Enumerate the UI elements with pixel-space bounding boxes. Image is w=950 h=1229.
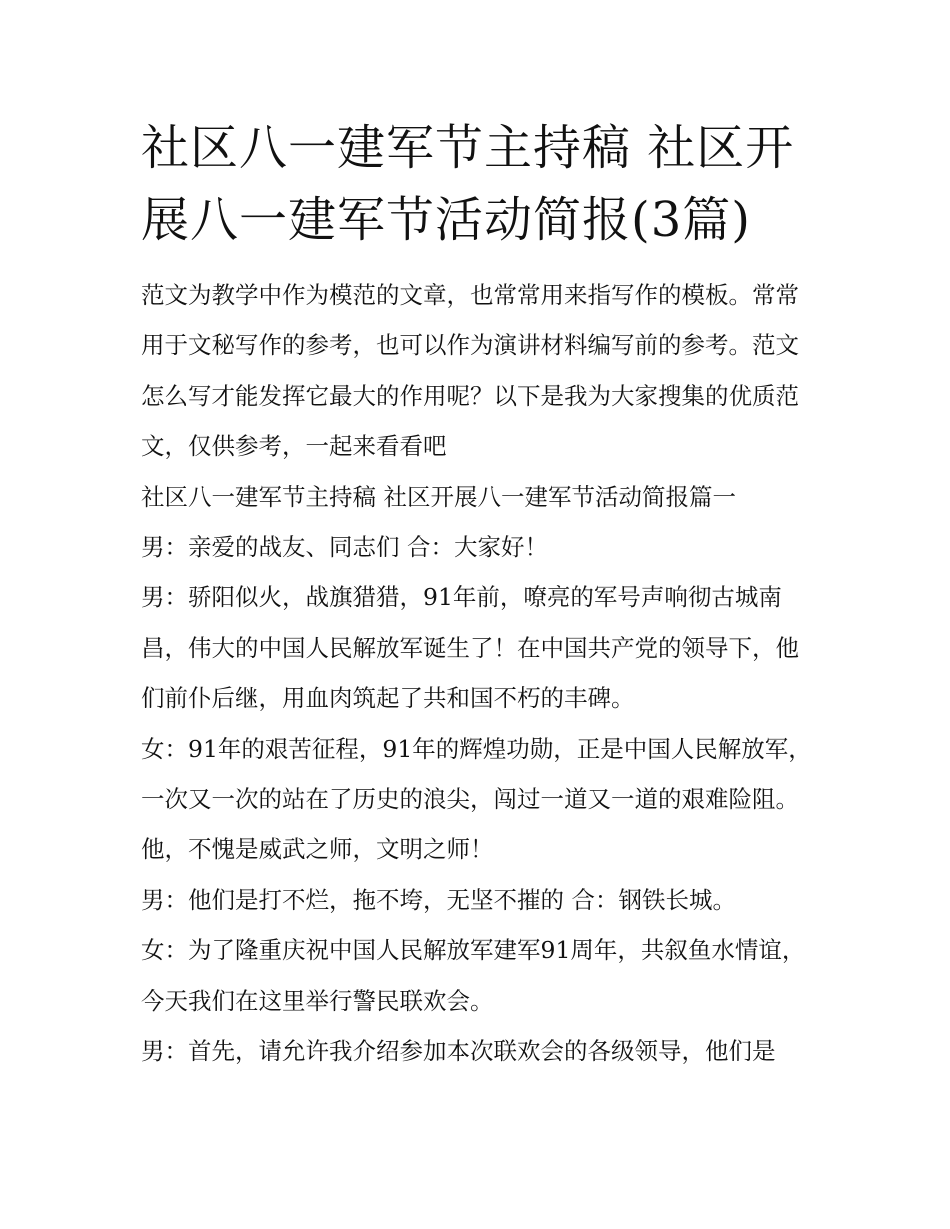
document-title: 社区八一建军节主持稿 社区开展八一建军节活动简报(3篇) (141, 120, 795, 248)
script-line: 男：他们是打不烂，拖不垮，无坚不摧的 合：钢铁长城。 (141, 885, 736, 914)
script-line: 男：首先，请允许我介绍参加本次联欢会的各级领导，他们是 (141, 1037, 776, 1066)
section-heading: 社区八一建军节主持稿 社区开展八一建军节活动简报篇一 (141, 482, 736, 511)
document-body (141, 112, 816, 1077)
script-line: 女：为了隆重庆祝中国人民解放军建军91周年，共叙鱼水情谊，今天我们在这里举行警民联欢会。 (141, 936, 806, 1015)
script-line: 女：91年的艰苦征程，91年的辉煌功勋，正是中国人民解放军，一次又一次的站在了历史的浪尖，闯过一道又一道的艰难险阻。他，不愧是威武之师，文明之师！ (141, 734, 812, 864)
intro-paragraph: 范文为教学中作为模范的文章，也常常用来指写作的模板。常常用于文秘写作的参考，也可以作为演讲材料编写前的参考。范文怎么写才能发挥它最大的作用呢？以下是我为大家搜集的优质范文，仅供参考，一起来看看吧 (141, 281, 799, 461)
script-line: 男：骄阳似火，战旗猎猎，91年前，嘹亮的军号声响彻古城南昌，伟大的中国人民解放军诞生了！在中国共产党的领导下，他们前仆后继，用血肉筑起了共和国不朽的丰碑。 (141, 583, 799, 713)
script-line: 男：亲爱的战友、同志们 合：大家好！ (141, 533, 548, 562)
